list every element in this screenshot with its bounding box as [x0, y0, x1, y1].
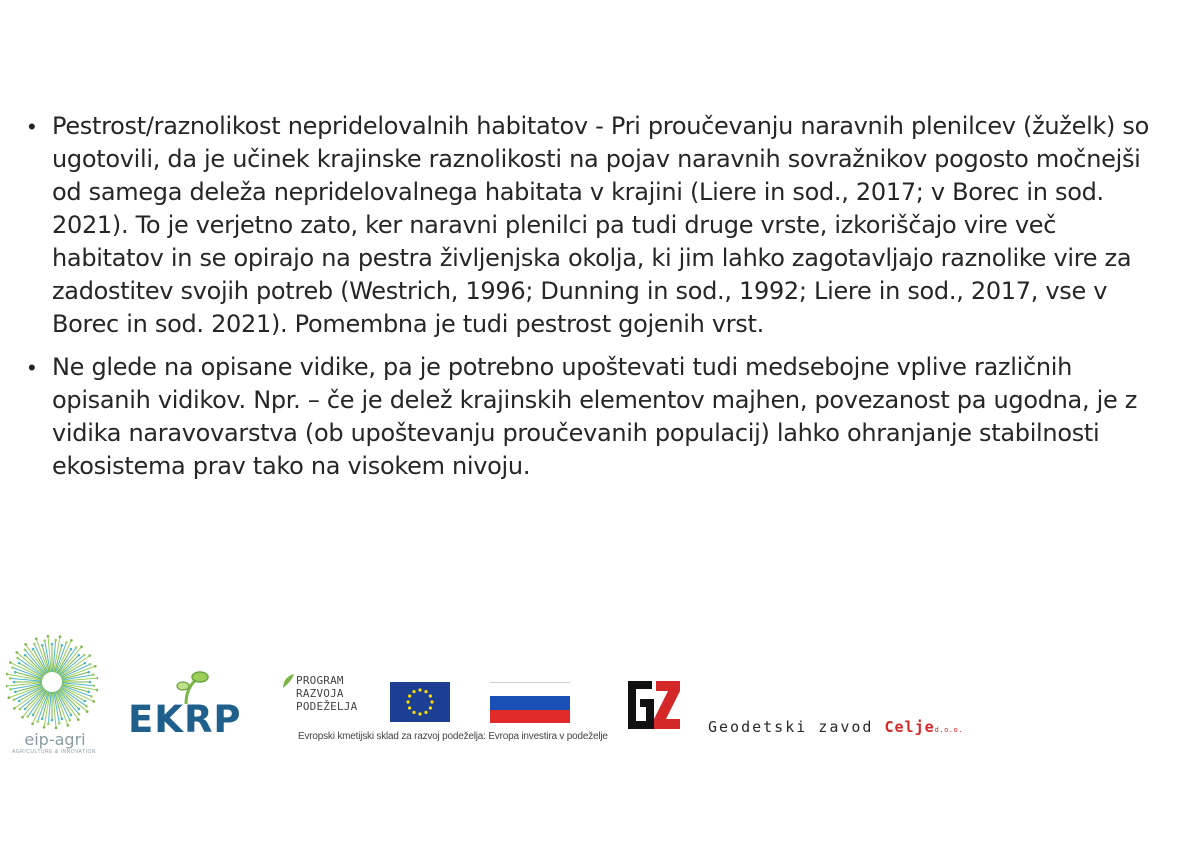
bullet-item	[28, 110, 1168, 341]
gz-suffix: d.o.o.	[934, 726, 963, 734]
geodetski-zavod-name	[708, 718, 963, 736]
program-line: PROGRAM	[296, 674, 344, 687]
ekrp-text: EKRP	[128, 698, 242, 741]
eip-agri-name: eip-agri	[24, 730, 86, 749]
bullet-item	[28, 351, 1168, 483]
eip-burst-icon	[6, 634, 98, 730]
bullet-text: Ne glede na opisane vidike, pa je potrebno upoštevati tudi medsebojne vplive različnih opisanih vidikov. Npr. – če je delež krajinskih elementov majhen, povezanost pa ugodna, je z vidika naravovarstva (ob upoštevanju proučevanih populacij) lahko ohranjanje stabilnosti ekosistema prav tako na visokem nivoju.	[52, 353, 1138, 480]
program-line: RAZVOJA	[296, 687, 344, 700]
logo-strip	[0, 630, 1193, 770]
bullet-text: Pestrost/raznolikost nepridelovalnih habitatov - Pri proučevanju naravnih plenilcev (žuželk) so ugotovili, da je učinek krajinske raznolikosti na pojav naravnih sovražnikov pogosto močnejši od samega deleža nepridelovalnega habitata v krajini (Liere in sod., 2017; v Borec in sod. 2021). To je verjetno zato, ker naravni plenilci pa tudi druge vrste, izkoriščajo vire več habitatov in se opirajo na pestra življenjska okolja, ki jim lahko zagotavljajo raznolike vire za zadostitev svojih potreb (Westrich, 1996; Dunning in sod., 1992; Liere in sod., 2017, vse v Borec in sod. 2021). Pomembna je tudi pestrost gojenih vrst.	[52, 112, 1150, 338]
eu-flag-icon	[390, 682, 450, 722]
bullet-dot: •	[28, 355, 36, 380]
gz-city: Celje	[884, 718, 935, 736]
slovenia-flag-icon	[490, 682, 570, 722]
gz-logo-icon	[624, 677, 684, 733]
eip-agri-logo	[6, 634, 98, 758]
leaf-icon	[280, 672, 296, 690]
slide-body	[28, 110, 1168, 493]
program-line: PODEŽELJA	[296, 700, 358, 713]
gz-prefix: Geodetski zavod	[708, 718, 885, 736]
bullet-dot: •	[28, 114, 36, 139]
ekrp-logo	[128, 670, 258, 740]
fund-caption: Evropski kmetijski sklad za razvoj podeželja: Evropa investira v podeželje	[298, 731, 608, 742]
eip-agri-tagline: AGRICULTURE & INNOVATION	[12, 749, 96, 755]
